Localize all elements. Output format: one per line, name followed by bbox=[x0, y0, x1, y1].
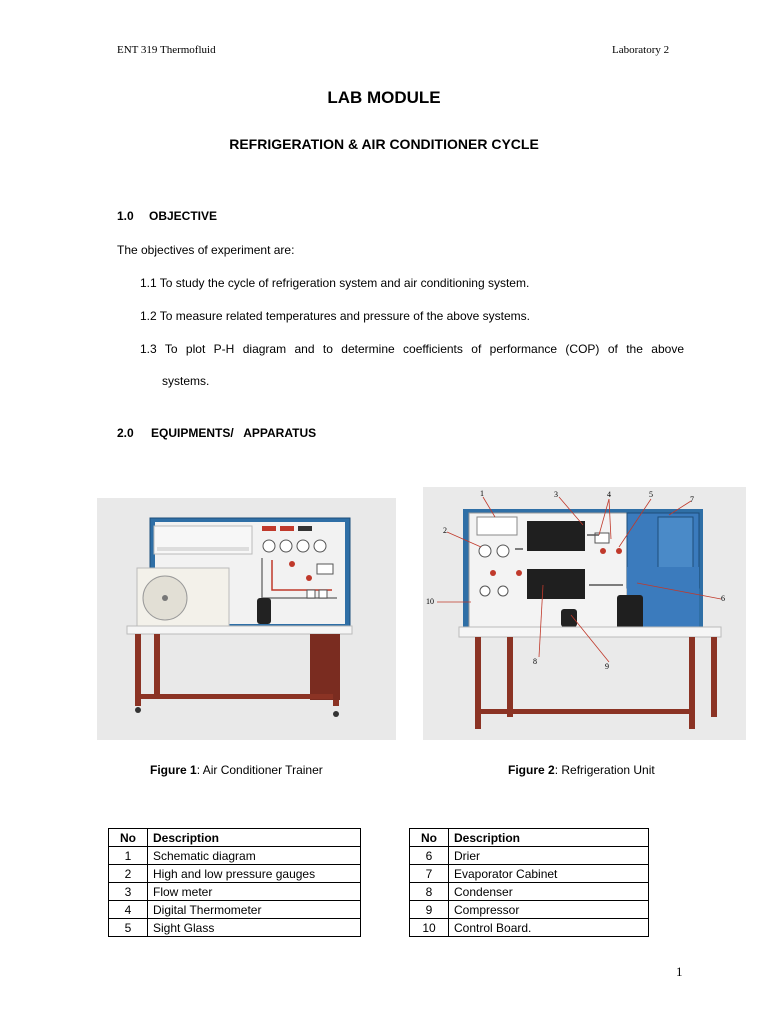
table-row bbox=[410, 883, 649, 901]
section-title: OBJECTIVE bbox=[149, 209, 218, 223]
table-row bbox=[410, 847, 649, 865]
callout-1: 1 bbox=[480, 489, 484, 498]
column-header-description: Description bbox=[449, 829, 649, 847]
section-number: 1.0 bbox=[117, 209, 134, 223]
row-no: 6 bbox=[410, 847, 449, 865]
objective-item-1: 1.1 To study the cycle of refrigeration system and air conditioning system. bbox=[140, 276, 530, 290]
row-no: 7 bbox=[410, 865, 449, 883]
callout-4: 4 bbox=[607, 490, 611, 499]
parts-table-right bbox=[409, 828, 649, 937]
figure-refrigeration-unit bbox=[423, 487, 746, 740]
section-title: EQUIPMENTS/ APPARATUS bbox=[151, 426, 317, 440]
row-description: Schematic diagram bbox=[148, 847, 361, 865]
header-course: ENT 319 Thermofluid bbox=[117, 44, 216, 56]
table-row bbox=[109, 883, 361, 901]
row-description: Evaporator Cabinet bbox=[449, 865, 649, 883]
table-row bbox=[109, 865, 361, 883]
header-lab: Laboratory 2 bbox=[612, 44, 670, 56]
callout-10: 10 bbox=[426, 597, 434, 606]
row-no: 3 bbox=[109, 883, 148, 901]
row-description: Flow meter bbox=[148, 883, 361, 901]
page-title: LAB MODULE bbox=[327, 88, 441, 107]
row-description: Control Board. bbox=[449, 919, 649, 937]
parts-table-left bbox=[108, 828, 361, 937]
callout-6: 6 bbox=[721, 594, 725, 603]
figure-2-caption bbox=[508, 763, 655, 777]
callout-2: 2 bbox=[443, 526, 447, 535]
objective-item-2: 1.2 To measure related temperatures and pressure of the above systems. bbox=[140, 309, 530, 323]
table-row bbox=[109, 919, 361, 937]
callout-5: 5 bbox=[649, 490, 653, 499]
page-subtitle: REFRIGERATION & AIR CONDITIONER CYCLE bbox=[229, 136, 539, 152]
refrigeration-unit-image bbox=[423, 487, 746, 740]
figure-air-conditioner-trainer bbox=[97, 498, 396, 740]
section-number: 2.0 bbox=[117, 426, 134, 440]
column-header-no: No bbox=[109, 829, 148, 847]
row-no: 10 bbox=[410, 919, 449, 937]
figure-2-text: : Refrigeration Unit bbox=[554, 763, 655, 777]
row-description: Digital Thermometer bbox=[148, 901, 361, 919]
row-description: Compressor bbox=[449, 901, 649, 919]
row-no: 2 bbox=[109, 865, 148, 883]
row-description: Drier bbox=[449, 847, 649, 865]
figure-2-label: Figure 2 bbox=[508, 763, 555, 777]
row-description: Sight Glass bbox=[148, 919, 361, 937]
callout-3: 3 bbox=[554, 490, 558, 499]
callout-8: 8 bbox=[533, 657, 537, 666]
section-objective-heading bbox=[117, 209, 217, 223]
row-no: 8 bbox=[410, 883, 449, 901]
figure-1-label: Figure 1 bbox=[150, 763, 197, 777]
section-equipment-heading bbox=[117, 426, 316, 440]
objective-item-3: 1.3 To plot P-H diagram and to determine coefficients of performance (COP) of the above bbox=[140, 342, 684, 356]
column-header-no: No bbox=[410, 829, 449, 847]
column-header-description: Description bbox=[148, 829, 361, 847]
figure-1-caption bbox=[150, 763, 323, 777]
table-row bbox=[410, 901, 649, 919]
row-no: 5 bbox=[109, 919, 148, 937]
table-row bbox=[109, 847, 361, 865]
page-number: 1 bbox=[676, 964, 683, 979]
row-description: Condenser bbox=[449, 883, 649, 901]
objective-item-3-cont: systems. bbox=[162, 374, 210, 388]
table-row bbox=[410, 919, 649, 937]
table-header-row bbox=[410, 829, 649, 847]
row-no: 1 bbox=[109, 847, 148, 865]
figure-1-text: : Air Conditioner Trainer bbox=[196, 763, 323, 777]
objective-intro: The objectives of experiment are: bbox=[117, 243, 295, 257]
callout-7: 7 bbox=[690, 495, 694, 504]
row-no: 9 bbox=[410, 901, 449, 919]
air-conditioner-trainer-image bbox=[97, 498, 396, 740]
row-no: 4 bbox=[109, 901, 148, 919]
table-row bbox=[109, 901, 361, 919]
row-description: High and low pressure gauges bbox=[148, 865, 361, 883]
table-row bbox=[410, 865, 649, 883]
callout-9: 9 bbox=[605, 662, 609, 671]
table-header-row bbox=[109, 829, 361, 847]
